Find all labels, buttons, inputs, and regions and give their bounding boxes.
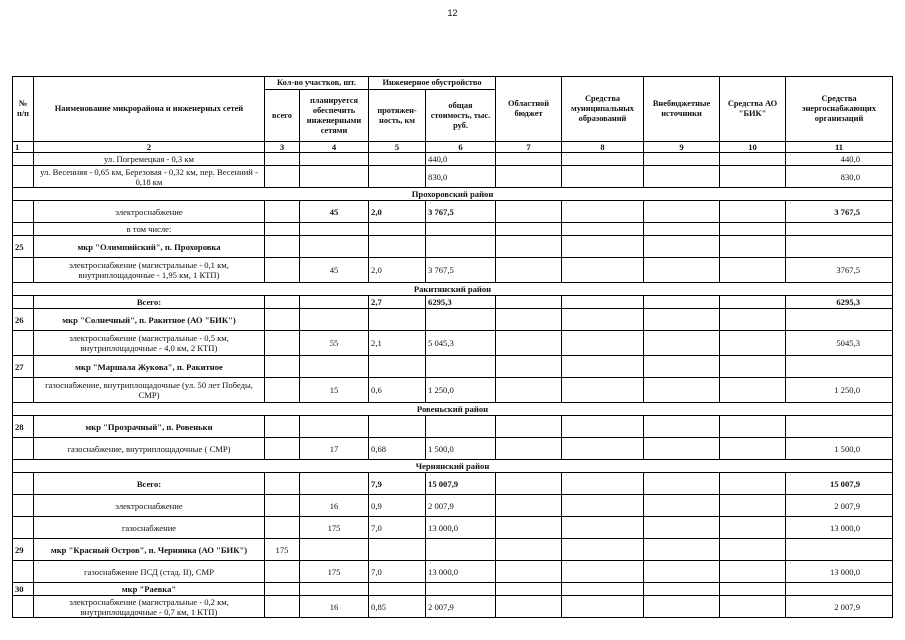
table-row — [13, 596, 893, 618]
regional-budget — [496, 153, 562, 166]
network-length — [369, 166, 426, 188]
network-length: 0,9 — [369, 495, 426, 517]
cost: 2 007,9 — [426, 596, 496, 618]
row-name: электроснабжение (магистральные - 0,1 км, внутриплощадочные - 1,95 км, 1 КТП) — [34, 258, 265, 283]
page-number: 12 — [447, 8, 458, 18]
cost: 1 250,0 — [426, 378, 496, 403]
energy-funds: 13 000,0 — [786, 561, 893, 583]
plots-total — [265, 331, 300, 356]
row-number: 30 — [13, 583, 34, 596]
regional-budget — [496, 539, 562, 561]
bik-funds — [720, 561, 786, 583]
cost — [426, 416, 496, 438]
table-row — [13, 309, 893, 331]
municipal-funds — [562, 236, 644, 258]
col-total-header: всего — [265, 90, 300, 142]
regional-budget — [496, 166, 562, 188]
cost — [426, 539, 496, 561]
row-number: 29 — [13, 539, 34, 561]
plots-planned: 16 — [300, 596, 369, 618]
bik-funds — [720, 539, 786, 561]
extra-budget — [644, 539, 720, 561]
column-index-row — [13, 142, 893, 153]
district-section-row — [13, 460, 893, 473]
energy-funds: 5045,3 — [786, 331, 893, 356]
regional-budget — [496, 438, 562, 460]
col-bik-header: Средства АО "БИК" — [720, 77, 786, 142]
plots-total — [265, 517, 300, 539]
district-section-row — [13, 403, 893, 416]
table-row — [13, 258, 893, 283]
bik-funds — [720, 596, 786, 618]
row-number — [13, 331, 34, 356]
municipal-funds — [562, 153, 644, 166]
row-name: газоснабжение — [34, 517, 265, 539]
plots-total — [265, 223, 300, 236]
plots-total — [265, 416, 300, 438]
network-length — [369, 236, 426, 258]
table-row — [13, 495, 893, 517]
plots-total — [265, 296, 300, 309]
municipal-funds — [562, 166, 644, 188]
regional-budget — [496, 378, 562, 403]
network-length: 7,9 — [369, 473, 426, 495]
table-row — [13, 153, 893, 166]
row-number — [13, 378, 34, 403]
row-number — [13, 166, 34, 188]
energy-funds — [786, 539, 893, 561]
network-length — [369, 309, 426, 331]
plots-planned: 45 — [300, 258, 369, 283]
row-name: электроснабжение (магистральные - 0,2 км, внутриплощадочные - 0,7 км, 1 КТП) — [34, 596, 265, 618]
column-index: 5 — [369, 142, 426, 153]
municipal-funds — [562, 378, 644, 403]
municipal-funds — [562, 309, 644, 331]
municipal-funds — [562, 495, 644, 517]
municipal-funds — [562, 517, 644, 539]
row-name: мкр "Маршала Жукова", п. Ракитное — [34, 356, 265, 378]
municipal-funds — [562, 331, 644, 356]
municipal-funds — [562, 438, 644, 460]
row-number — [13, 473, 34, 495]
plots-planned — [300, 296, 369, 309]
plots-planned — [300, 236, 369, 258]
cost: 5 045,3 — [426, 331, 496, 356]
municipal-funds — [562, 596, 644, 618]
plots-total — [265, 378, 300, 403]
table-row — [13, 356, 893, 378]
regional-budget — [496, 296, 562, 309]
extra-budget — [644, 473, 720, 495]
row-name: электроснабжение — [34, 201, 265, 223]
energy-funds — [786, 236, 893, 258]
table-body — [13, 153, 893, 618]
network-length — [369, 539, 426, 561]
network-length — [369, 416, 426, 438]
table-row — [13, 331, 893, 356]
energy-funds: 1 250,0 — [786, 378, 893, 403]
row-number — [13, 258, 34, 283]
plots-total — [265, 309, 300, 331]
plots-planned — [300, 309, 369, 331]
district-name: Чернянский район — [13, 460, 893, 473]
table-row — [13, 201, 893, 223]
energy-funds: 15 007,9 — [786, 473, 893, 495]
bik-funds — [720, 201, 786, 223]
extra-budget — [644, 331, 720, 356]
energy-funds: 440,0 — [786, 153, 893, 166]
bik-funds — [720, 153, 786, 166]
municipal-funds — [562, 473, 644, 495]
plots-total — [265, 596, 300, 618]
bik-funds — [720, 495, 786, 517]
row-name: мкр "Раевка" — [34, 583, 265, 596]
table-row — [13, 539, 893, 561]
bik-funds — [720, 356, 786, 378]
row-name: газоснабжение ПСД (стад. II), СМР — [34, 561, 265, 583]
energy-funds — [786, 416, 893, 438]
plots-total — [265, 236, 300, 258]
row-number: 26 — [13, 309, 34, 331]
network-length: 0,6 — [369, 378, 426, 403]
regional-budget — [496, 201, 562, 223]
regional-budget — [496, 517, 562, 539]
extra-budget — [644, 296, 720, 309]
plots-total — [265, 583, 300, 596]
extra-budget — [644, 309, 720, 331]
table-row — [13, 166, 893, 188]
municipal-funds — [562, 258, 644, 283]
col-extra-header: Внебюджетные источники — [644, 77, 720, 142]
extra-budget — [644, 561, 720, 583]
column-index: 10 — [720, 142, 786, 153]
col-planned-header: планируется обеспечить инженерными сетями — [300, 90, 369, 142]
row-name: в том числе: — [34, 223, 265, 236]
col-num-header: № п/п — [13, 77, 34, 142]
energy-funds — [786, 356, 893, 378]
table-row — [13, 438, 893, 460]
plots-planned — [300, 153, 369, 166]
col-regional-header: Областной бюджет — [496, 77, 562, 142]
network-length: 2,1 — [369, 331, 426, 356]
cost: 440,0 — [426, 153, 496, 166]
regional-budget — [496, 356, 562, 378]
row-number: 25 — [13, 236, 34, 258]
regional-budget — [496, 416, 562, 438]
network-length — [369, 356, 426, 378]
bik-funds — [720, 378, 786, 403]
plots-total — [265, 473, 300, 495]
extra-budget — [644, 438, 720, 460]
column-index: 8 — [562, 142, 644, 153]
row-number: 27 — [13, 356, 34, 378]
table-row — [13, 236, 893, 258]
plots-planned — [300, 356, 369, 378]
extra-budget — [644, 517, 720, 539]
plots-planned — [300, 416, 369, 438]
network-length — [369, 223, 426, 236]
plots-total — [265, 495, 300, 517]
extra-budget — [644, 223, 720, 236]
bik-funds — [720, 166, 786, 188]
bik-funds — [720, 416, 786, 438]
district-name: Прохоровский район — [13, 188, 893, 201]
bik-funds — [720, 258, 786, 283]
regional-budget — [496, 495, 562, 517]
plots-planned: 175 — [300, 517, 369, 539]
table-row — [13, 473, 893, 495]
energy-funds: 830,0 — [786, 166, 893, 188]
extra-budget — [644, 495, 720, 517]
regional-budget — [496, 561, 562, 583]
plots-planned — [300, 223, 369, 236]
cost: 3 767,5 — [426, 258, 496, 283]
district-section-row — [13, 188, 893, 201]
column-index: 7 — [496, 142, 562, 153]
bik-funds — [720, 473, 786, 495]
cost — [426, 309, 496, 331]
network-length: 0,68 — [369, 438, 426, 460]
cost: 2 007,9 — [426, 495, 496, 517]
district-section-row — [13, 283, 893, 296]
municipal-funds — [562, 201, 644, 223]
row-number — [13, 201, 34, 223]
bik-funds — [720, 236, 786, 258]
row-name: электроснабжение — [34, 495, 265, 517]
regional-budget — [496, 236, 562, 258]
plots-total — [265, 166, 300, 188]
table-row — [13, 223, 893, 236]
regional-budget — [496, 583, 562, 596]
extra-budget — [644, 596, 720, 618]
network-length: 2,0 — [369, 258, 426, 283]
column-index: 6 — [426, 142, 496, 153]
row-number — [13, 438, 34, 460]
table-row — [13, 561, 893, 583]
table-row — [13, 583, 893, 596]
column-index: 3 — [265, 142, 300, 153]
plots-group-header: Кол-во участков, шт. — [265, 77, 369, 90]
plots-planned — [300, 583, 369, 596]
row-name: электроснабжение (магистральные - 0,5 км, внутриплощадочные - 4,0 км, 2 КТП) — [34, 331, 265, 356]
cost: 6295,3 — [426, 296, 496, 309]
extra-budget — [644, 378, 720, 403]
col-cost-header: общая стоимость, тыс. руб. — [426, 90, 496, 142]
district-name: Ракитянский район — [13, 283, 893, 296]
regional-budget — [496, 223, 562, 236]
plots-total — [265, 356, 300, 378]
energy-funds: 3767,5 — [786, 258, 893, 283]
row-name: мкр "Прозрачный", п. Ровеньки — [34, 416, 265, 438]
bik-funds — [720, 438, 786, 460]
district-name: Ровеньский район — [13, 403, 893, 416]
row-number — [13, 596, 34, 618]
col-municipal-header: Средства муниципальных образований — [562, 77, 644, 142]
energy-funds — [786, 223, 893, 236]
plots-planned: 16 — [300, 495, 369, 517]
energy-funds: 2 007,9 — [786, 596, 893, 618]
row-number — [13, 296, 34, 309]
row-name: Всего: — [34, 296, 265, 309]
cost: 13 000,0 — [426, 561, 496, 583]
extra-budget — [644, 356, 720, 378]
cost: 830,0 — [426, 166, 496, 188]
row-number — [13, 561, 34, 583]
plots-planned: 55 — [300, 331, 369, 356]
energy-funds: 6295,3 — [786, 296, 893, 309]
plots-planned: 45 — [300, 201, 369, 223]
extra-budget — [644, 166, 720, 188]
bik-funds — [720, 583, 786, 596]
extra-budget — [644, 416, 720, 438]
row-number — [13, 223, 34, 236]
column-index: 11 — [786, 142, 893, 153]
network-length: 2,7 — [369, 296, 426, 309]
table-row — [13, 416, 893, 438]
cost — [426, 356, 496, 378]
col-energy-header: Средства энергоснабжающих организаций — [786, 77, 893, 142]
plots-planned: 17 — [300, 438, 369, 460]
municipal-funds — [562, 583, 644, 596]
cost: 1 500,0 — [426, 438, 496, 460]
table-row — [13, 517, 893, 539]
plots-total — [265, 153, 300, 166]
plots-planned: 15 — [300, 378, 369, 403]
regional-budget — [496, 258, 562, 283]
network-length — [369, 153, 426, 166]
energy-funds — [786, 583, 893, 596]
row-name: Всего: — [34, 473, 265, 495]
row-name: ул. Весенняя - 0,65 км, Березовая - 0,32 км, пер. Весенний - 0,18 км — [34, 166, 265, 188]
energy-funds: 2 007,9 — [786, 495, 893, 517]
extra-budget — [644, 201, 720, 223]
row-number — [13, 495, 34, 517]
plots-planned — [300, 539, 369, 561]
cost: 15 007,9 — [426, 473, 496, 495]
bik-funds — [720, 309, 786, 331]
regional-budget — [496, 473, 562, 495]
network-length: 0,85 — [369, 596, 426, 618]
energy-funds: 13 000,0 — [786, 517, 893, 539]
cost — [426, 223, 496, 236]
energy-funds: 3 767,5 — [786, 201, 893, 223]
row-name: ул. Погремецкая - 0,3 км — [34, 153, 265, 166]
col-length-header: протяжен- ность, км — [369, 90, 426, 142]
row-name: мкр "Солнечный", п. Ракитное (АО "БИК") — [34, 309, 265, 331]
municipal-funds — [562, 416, 644, 438]
plots-total — [265, 258, 300, 283]
network-length: 7,0 — [369, 517, 426, 539]
network-length: 2,0 — [369, 201, 426, 223]
extra-budget — [644, 583, 720, 596]
extra-budget — [644, 258, 720, 283]
municipal-funds — [562, 296, 644, 309]
bik-funds — [720, 296, 786, 309]
energy-funds: 1 500,0 — [786, 438, 893, 460]
table-row — [13, 378, 893, 403]
engineering-group-header: Инженерное обустройство — [369, 77, 496, 90]
plots-planned: 175 — [300, 561, 369, 583]
cost: 3 767,5 — [426, 201, 496, 223]
bik-funds — [720, 223, 786, 236]
row-name: мкр "Олимпийский", п. Прохоровка — [34, 236, 265, 258]
plots-total — [265, 561, 300, 583]
network-length: 7,0 — [369, 561, 426, 583]
extra-budget — [644, 153, 720, 166]
row-number — [13, 517, 34, 539]
column-index: 1 — [13, 142, 34, 153]
cost: 13 000,0 — [426, 517, 496, 539]
municipal-funds — [562, 223, 644, 236]
col-name-header: Наименование микрорайона и инженерных сетей — [34, 77, 265, 142]
column-index: 2 — [34, 142, 265, 153]
table-row — [13, 296, 893, 309]
energy-funds — [786, 309, 893, 331]
cost — [426, 583, 496, 596]
column-index: 9 — [644, 142, 720, 153]
extra-budget — [644, 236, 720, 258]
row-name: газоснабжение, внутриплощадочные ( СМР) — [34, 438, 265, 460]
bik-funds — [720, 331, 786, 356]
bik-funds — [720, 517, 786, 539]
plots-total — [265, 201, 300, 223]
row-number: 28 — [13, 416, 34, 438]
row-number — [13, 153, 34, 166]
municipal-funds — [562, 561, 644, 583]
network-length — [369, 583, 426, 596]
financing-table — [12, 76, 893, 618]
plots-planned — [300, 166, 369, 188]
plots-planned — [300, 473, 369, 495]
municipal-funds — [562, 539, 644, 561]
plots-total — [265, 438, 300, 460]
column-index: 4 — [300, 142, 369, 153]
row-name: газоснабжение, внутриплощадочные (ул. 50 лет Победы, СМР) — [34, 378, 265, 403]
plots-total: 175 — [265, 539, 300, 561]
regional-budget — [496, 309, 562, 331]
cost — [426, 236, 496, 258]
regional-budget — [496, 331, 562, 356]
regional-budget — [496, 596, 562, 618]
row-name: мкр "Красный Остров", п. Чернянка (АО "БИК") — [34, 539, 265, 561]
municipal-funds — [562, 356, 644, 378]
